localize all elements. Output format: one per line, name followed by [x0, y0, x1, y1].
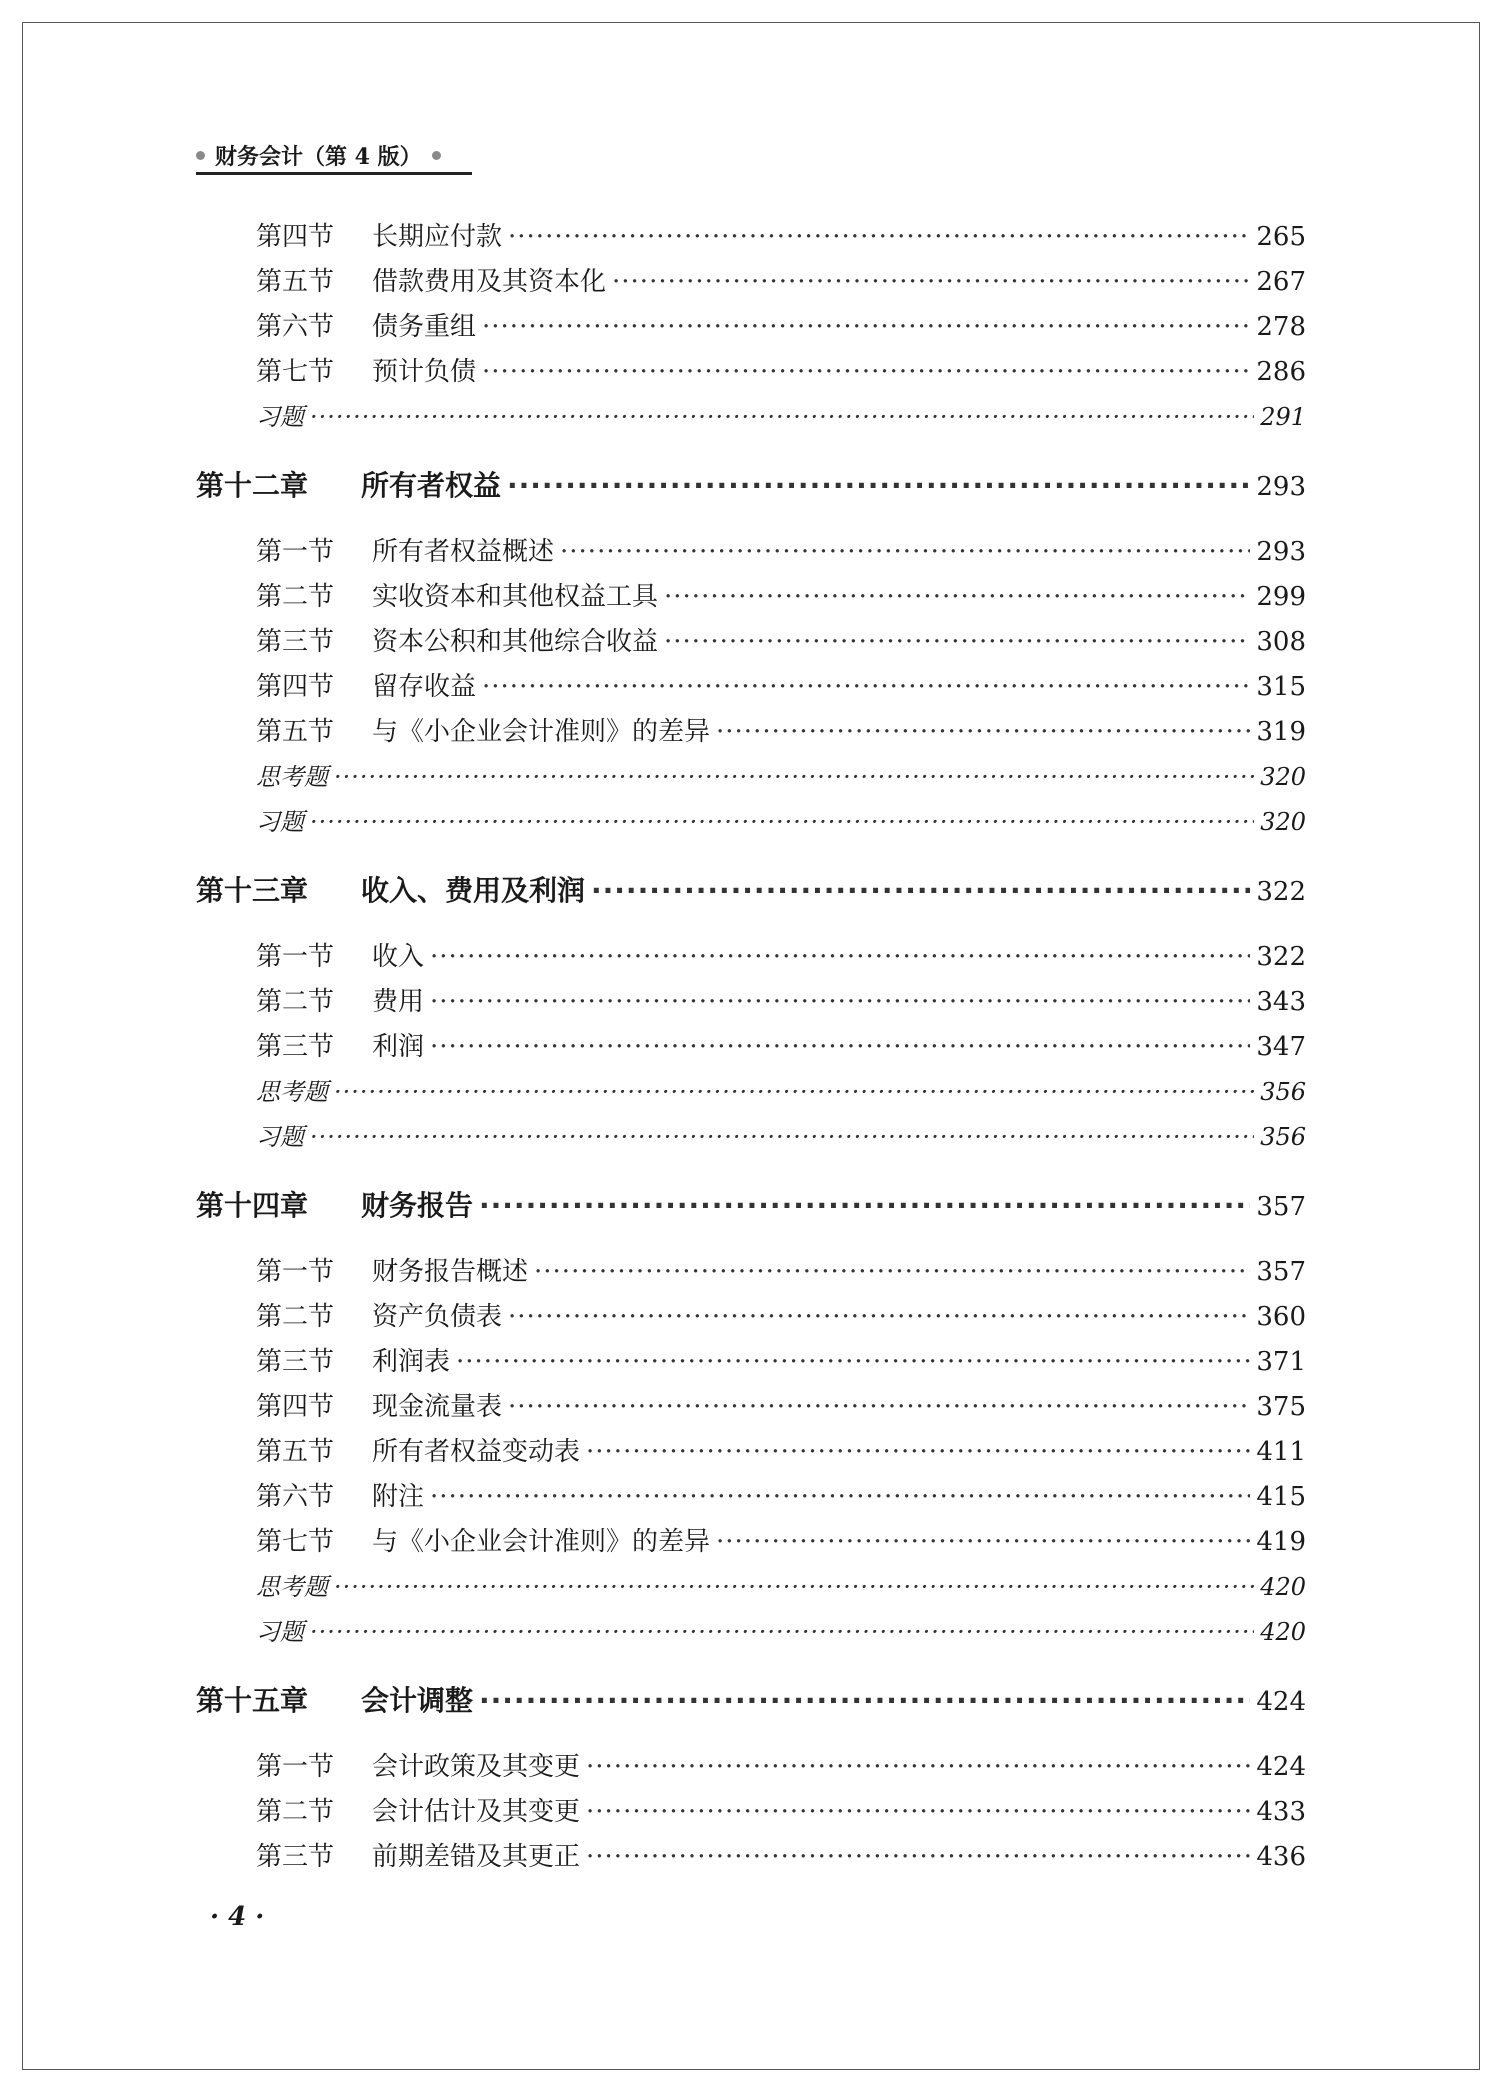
dot-leader	[612, 260, 1250, 305]
toc-entry-page: 371	[1256, 1347, 1306, 1377]
toc-exercise-row[interactable]	[196, 755, 1306, 800]
dot-leader	[310, 395, 1254, 440]
toc-entry-number: 第四节	[256, 1392, 335, 1422]
toc-entry-label	[256, 935, 424, 980]
toc-entry-number: 第四节	[256, 672, 335, 702]
dot-leader	[716, 710, 1250, 755]
toc-entry-number: 第二节	[256, 582, 335, 612]
toc-section-row[interactable]	[196, 305, 1306, 350]
toc-section-row[interactable]	[196, 980, 1306, 1025]
toc-section-row[interactable]	[196, 1475, 1306, 1520]
dot-leader	[586, 1835, 1250, 1880]
toc-entry-title: 借款费用及其资本化	[372, 267, 607, 297]
toc-entry-label	[256, 1475, 424, 1520]
toc-entry-page: 315	[1256, 672, 1306, 702]
dot-leader	[508, 1385, 1250, 1430]
toc-entry-page: 319	[1256, 717, 1306, 747]
toc-chapter-row[interactable]	[196, 868, 1306, 913]
toc-entry-title: 长期应付款	[372, 222, 503, 252]
toc-entry-label	[256, 980, 424, 1025]
toc-entry-title: 预计负债	[372, 357, 477, 387]
toc-entry-number: 第三节	[256, 627, 335, 657]
toc-entry-title: 与《小企业会计准则》的差异	[372, 1527, 711, 1557]
toc-entry-label	[256, 1340, 450, 1385]
toc-entry-number: 第一节	[256, 537, 335, 567]
toc-entry-label	[256, 800, 304, 845]
toc-entry-number: 第二节	[256, 1797, 335, 1827]
toc-section-row[interactable]	[196, 1835, 1306, 1880]
toc-entry-title: 会计调整	[361, 1684, 474, 1717]
toc-entry-label	[256, 1790, 580, 1835]
toc-entry-number: 第一节	[256, 1752, 335, 1782]
toc-entry-page: 267	[1256, 267, 1306, 297]
toc-exercise-row[interactable]	[196, 395, 1306, 440]
toc-section-row[interactable]	[196, 350, 1306, 395]
toc-entry-page: 356	[1260, 1078, 1306, 1106]
dot-leader	[482, 350, 1250, 395]
toc-entry-page: 322	[1256, 942, 1306, 972]
toc-entry-page: 356	[1260, 1123, 1306, 1151]
toc-entry-title: 附注	[372, 1482, 425, 1512]
toc-entry-number: 第三节	[256, 1347, 335, 1377]
dot-leader	[479, 1678, 1250, 1723]
toc-entry-page: 375	[1256, 1392, 1306, 1422]
dot-leader	[334, 1070, 1254, 1115]
dot-leader	[430, 1025, 1250, 1070]
dot-leader	[479, 1183, 1250, 1228]
toc-exercise-row[interactable]	[196, 1610, 1306, 1655]
toc-entry-page: 433	[1256, 1797, 1306, 1827]
toc-entry-page: 278	[1256, 312, 1306, 342]
toc-entry-number: 第十四章	[196, 1189, 309, 1222]
toc-entry-page: 420	[1260, 1618, 1306, 1646]
toc-entry-label	[256, 1385, 502, 1430]
bullet-dot-icon	[196, 151, 205, 160]
toc-entry-label	[256, 1520, 710, 1565]
toc-entry-label	[256, 1610, 304, 1655]
toc-entry-number: 第一节	[256, 1257, 335, 1287]
toc-entry-title: 前期差错及其更正	[372, 1842, 581, 1872]
page-number: · 4 ·	[210, 1902, 265, 1932]
toc-entry-page: 357	[1256, 1192, 1306, 1222]
dot-leader	[716, 1520, 1250, 1565]
toc-entry-page: 265	[1256, 222, 1306, 252]
toc-entry-title: 现金流量表	[372, 1392, 503, 1422]
toc-entry-label	[196, 868, 585, 913]
toc-entry-page: 357	[1256, 1257, 1306, 1287]
toc-entry-label	[256, 1250, 528, 1295]
toc-chapter-row[interactable]	[196, 463, 1306, 508]
toc-entry-title: 资产负债表	[372, 1302, 503, 1332]
toc-entry-number: 第二节	[256, 1302, 335, 1332]
dot-leader	[310, 800, 1254, 845]
toc-entry-label	[256, 710, 710, 755]
dot-leader	[586, 1745, 1250, 1790]
toc-entry-number: 第十三章	[196, 874, 309, 907]
toc-entry-page: 360	[1256, 1302, 1306, 1332]
toc-entry-title: 思考题	[256, 1573, 328, 1601]
toc-section-row[interactable]	[196, 1790, 1306, 1835]
toc-entry-label	[256, 1835, 580, 1880]
dot-leader	[334, 755, 1254, 800]
toc-entry-label	[196, 1183, 473, 1228]
dot-leader	[456, 1340, 1250, 1385]
header-underline	[196, 172, 472, 175]
toc-entry-title: 习题	[256, 808, 304, 836]
toc-entry-title: 思考题	[256, 1078, 328, 1106]
toc-entry-number: 第六节	[256, 312, 335, 342]
toc-entry-label	[256, 1565, 328, 1610]
toc-section-row[interactable]	[196, 1250, 1306, 1295]
toc-entry-label	[256, 395, 304, 440]
toc-entry-page: 299	[1256, 582, 1306, 612]
toc-entry-page: 415	[1256, 1482, 1306, 1512]
toc-entry-page: 320	[1260, 763, 1306, 791]
toc-section-row[interactable]	[196, 665, 1306, 710]
toc-entry-title: 财务报告	[361, 1189, 474, 1222]
toc-section-row[interactable]	[196, 710, 1306, 755]
toc-entry-label	[256, 755, 328, 800]
toc-entry-title: 利润	[372, 1032, 425, 1062]
toc-section-row[interactable]	[196, 1430, 1306, 1475]
toc-section-row[interactable]	[196, 1745, 1306, 1790]
book-title: 财务会计（第 4 版）	[215, 144, 422, 170]
dot-leader	[664, 620, 1250, 665]
toc-section-row[interactable]	[196, 530, 1306, 575]
toc-entry-page: 291	[1260, 403, 1306, 431]
toc-entry-page: 286	[1256, 357, 1306, 387]
toc-exercise-row[interactable]	[196, 1565, 1306, 1610]
toc-entry-title: 习题	[256, 1618, 304, 1646]
toc-section-row[interactable]	[196, 620, 1306, 665]
toc-entry-number: 第五节	[256, 267, 335, 297]
toc-entry-number: 第五节	[256, 717, 335, 747]
toc-entry-label	[256, 1025, 424, 1070]
toc-entry-label	[256, 215, 502, 260]
bullet-dot-icon	[432, 151, 441, 160]
toc-entry-title: 财务报告概述	[372, 1257, 529, 1287]
dot-leader	[482, 305, 1250, 350]
dot-leader	[586, 1790, 1250, 1835]
toc-section-row[interactable]	[196, 1520, 1306, 1565]
toc-entry-title: 收入	[372, 942, 425, 972]
running-header	[196, 140, 441, 171]
toc-entry-title: 费用	[372, 987, 425, 1017]
toc-section-row[interactable]	[196, 935, 1306, 980]
dot-leader	[586, 1430, 1250, 1475]
toc-entry-title: 所有者权益变动表	[372, 1437, 581, 1467]
dot-leader	[430, 1475, 1250, 1520]
toc-section-row[interactable]	[196, 1385, 1306, 1430]
toc-entry-number: 第十二章	[196, 469, 309, 502]
toc-entry-label	[256, 1745, 580, 1790]
toc-entry-label	[256, 575, 658, 620]
toc-entry-label	[256, 260, 606, 305]
toc-entry-number: 第二节	[256, 987, 335, 1017]
toc-entry-label	[256, 620, 658, 665]
toc-entry-title: 习题	[256, 1123, 304, 1151]
toc-entry-title: 实收资本和其他权益工具	[372, 582, 659, 612]
toc-entry-label	[256, 665, 476, 710]
toc-entry-page: 293	[1256, 537, 1306, 567]
dot-leader	[430, 935, 1250, 980]
toc-section-row[interactable]	[196, 260, 1306, 305]
toc-entry-page: 347	[1256, 1032, 1306, 1062]
table-of-contents	[196, 215, 1306, 1880]
toc-exercise-row[interactable]	[196, 800, 1306, 845]
toc-entry-title: 留存收益	[372, 672, 477, 702]
toc-chapter-row[interactable]	[196, 1183, 1306, 1228]
dot-leader	[664, 575, 1250, 620]
toc-entry-label	[256, 1070, 328, 1115]
toc-entry-number: 第四节	[256, 222, 335, 252]
toc-section-row[interactable]	[196, 215, 1306, 260]
toc-entry-number: 第三节	[256, 1032, 335, 1062]
toc-entry-page: 308	[1256, 627, 1306, 657]
toc-entry-label	[256, 1295, 502, 1340]
dot-leader	[534, 1250, 1250, 1295]
toc-section-row[interactable]	[196, 1295, 1306, 1340]
toc-section-row[interactable]	[196, 1025, 1306, 1070]
toc-entry-page: 293	[1256, 472, 1306, 502]
toc-exercise-row[interactable]	[196, 1070, 1306, 1115]
toc-chapter-row[interactable]	[196, 1678, 1306, 1723]
dot-leader	[508, 1295, 1250, 1340]
toc-entry-page: 322	[1256, 877, 1306, 907]
toc-entry-label	[256, 530, 554, 575]
toc-entry-title: 所有者权益	[361, 469, 502, 502]
toc-entry-page: 320	[1260, 808, 1306, 836]
dot-leader	[430, 980, 1250, 1025]
toc-section-row[interactable]	[196, 575, 1306, 620]
toc-entry-title: 习题	[256, 403, 304, 431]
toc-entry-title: 所有者权益概述	[372, 537, 555, 567]
toc-entry-number: 第七节	[256, 357, 335, 387]
toc-entry-title: 债务重组	[372, 312, 477, 342]
toc-entry-title: 利润表	[372, 1347, 451, 1377]
dot-leader	[508, 215, 1250, 260]
toc-entry-page: 424	[1256, 1687, 1306, 1717]
toc-entry-number: 第七节	[256, 1527, 335, 1557]
toc-entry-label	[256, 305, 476, 350]
toc-entry-page: 411	[1256, 1437, 1306, 1467]
toc-entry-label	[256, 1430, 580, 1475]
toc-entry-title: 会计估计及其变更	[372, 1797, 581, 1827]
dot-leader	[334, 1565, 1254, 1610]
toc-entry-page: 420	[1260, 1573, 1306, 1601]
toc-entry-number: 第一节	[256, 942, 335, 972]
toc-exercise-row[interactable]	[196, 1115, 1306, 1160]
toc-entry-page: 419	[1256, 1527, 1306, 1557]
toc-entry-title: 思考题	[256, 763, 328, 791]
toc-entry-label	[196, 463, 501, 508]
toc-entry-page: 343	[1256, 987, 1306, 1017]
dot-leader	[310, 1115, 1254, 1160]
toc-entry-label	[256, 1115, 304, 1160]
toc-entry-label	[256, 350, 476, 395]
toc-entry-page: 436	[1256, 1842, 1306, 1872]
dot-leader	[591, 868, 1250, 913]
dot-leader	[560, 530, 1250, 575]
dot-leader	[482, 665, 1250, 710]
toc-entry-number: 第三节	[256, 1842, 335, 1872]
toc-entry-title: 会计政策及其变更	[372, 1752, 581, 1782]
toc-entry-title: 资本公积和其他综合收益	[372, 627, 659, 657]
toc-entry-number: 第六节	[256, 1482, 335, 1512]
toc-section-row[interactable]	[196, 1340, 1306, 1385]
toc-entry-number: 第五节	[256, 1437, 335, 1467]
toc-entry-label	[196, 1678, 473, 1723]
dot-leader	[310, 1610, 1254, 1655]
toc-entry-number: 第十五章	[196, 1684, 309, 1717]
toc-entry-title: 与《小企业会计准则》的差异	[372, 717, 711, 747]
toc-entry-title: 收入、费用及利润	[361, 874, 586, 907]
toc-entry-page: 424	[1256, 1752, 1306, 1782]
dot-leader	[507, 463, 1250, 508]
